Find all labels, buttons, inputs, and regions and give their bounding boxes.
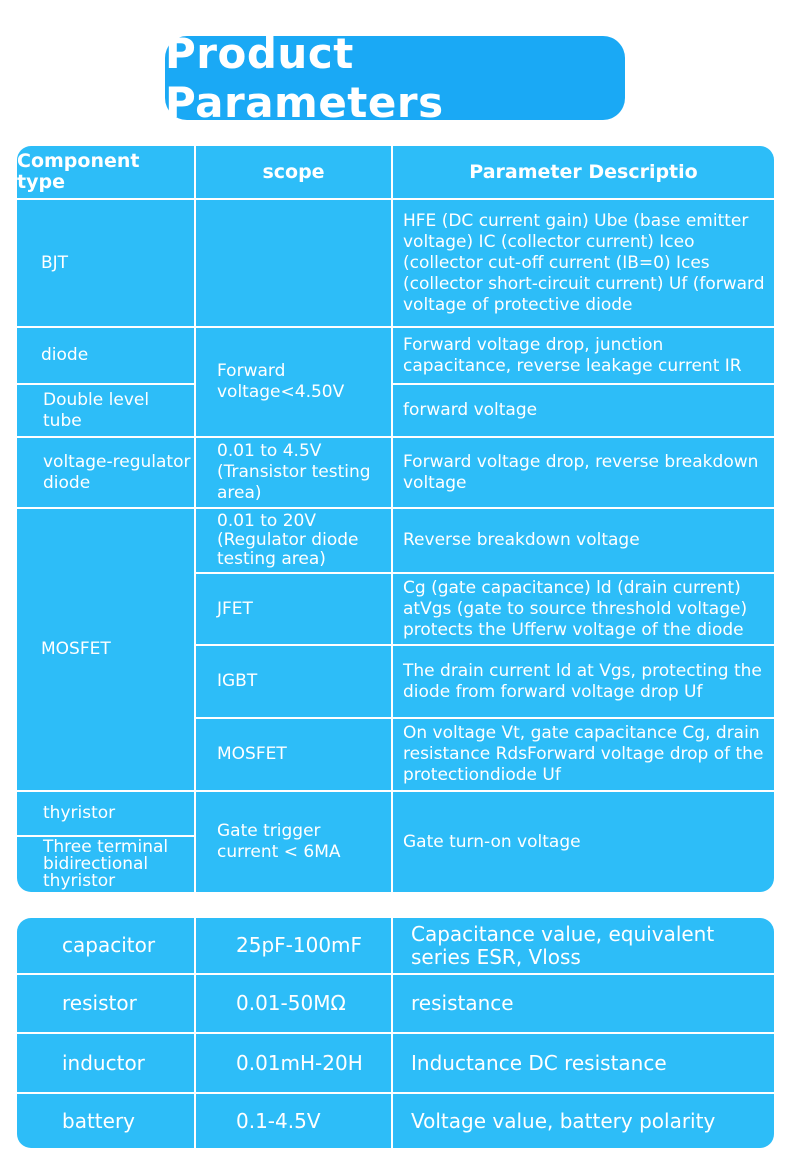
header-parameter-description: Parameter Descriptio [469,160,698,183]
desc-gate-turn-on: Gate turn-on voltage [403,831,581,852]
desc-mosfet: On voltage Vt, gate capacitance Cg, drain resistance RdsForward voltage drop of the protectiondiode Uf [403,723,764,785]
passive-component-table [17,918,774,1148]
scope-regulator: 0.01 to 4.5V (Transistor testing area) [217,441,371,503]
title-banner [165,29,625,127]
type-inductor: inductor [62,1050,145,1075]
type-resistor: resistor [62,991,137,1015]
scope-battery: 0.1-4.5V [236,1108,321,1133]
desc-battery: Voltage value, battery polarity [411,1108,716,1133]
scope-regulator-testing: 0.01 to 20V (Regulator diode testing area) [217,511,359,569]
scope-inductor: 0.01mH-20H [236,1050,363,1075]
desc-jfet: Cg (gate capacitance) ld (drain current) atVgs (gate to source threshold voltage) protects the Ufferw voltage of the diode [403,577,748,640]
scope-igbt: IGBT [217,671,258,691]
scope-forward-voltage: Forward voltage<4.50V [217,361,345,402]
type-capacitor: capacitor [62,933,156,957]
desc-resistor: resistance [411,991,514,1015]
desc-diode: Forward voltage drop, junction capacitance, reverse leakage current IR [403,334,742,376]
type-mosfet-group: MOSFET [41,639,111,659]
type-voltage-regulator-diode: voltage-regulator diode [43,451,191,493]
type-battery: battery [62,1108,135,1133]
scope-jfet: JFET [217,598,253,619]
desc-inductor: Inductance DC resistance [411,1050,667,1075]
scope-resistor: 0.01-50MΩ [236,991,346,1015]
type-diode: diode [41,345,89,365]
type-bjt: BJT [41,252,69,273]
desc-bjt: HFE (DC current gain) Ube (base emitter voltage) IC (collector current) Iceo (collector cut-off current (IB=0) Ices (collector short-circuit current) Uf (forward voltage of protective diode [403,210,765,315]
type-three-terminal-thyristor: Three terminal bidirectional thyristor [43,837,169,891]
header-component-type: Component type [17,150,140,193]
scope-gate-trigger: Gate trigger current < 6MA [217,821,341,862]
type-double-level-tube: Double level tube [43,389,150,431]
desc-reverse-breakdown: Reverse breakdown voltage [403,530,640,550]
desc-capacitor: Capacitance value, equivalent series ESR, Vloss [411,921,715,969]
page-title: Product Parameters [165,29,444,127]
component-table [17,146,774,892]
scope-capacitor: 25pF-100mF [236,933,363,957]
desc-igbt: The drain current ld at Vgs, protecting the diode from forward voltage drop Uf [403,660,762,702]
header-scope: scope [262,160,325,183]
scope-mosfet: MOSFET [217,744,287,764]
desc-regulator: Forward voltage drop, reverse breakdown voltage [403,451,759,493]
desc-double-level-tube: forward voltage [403,400,538,420]
type-thyristor: thyristor [43,803,116,823]
